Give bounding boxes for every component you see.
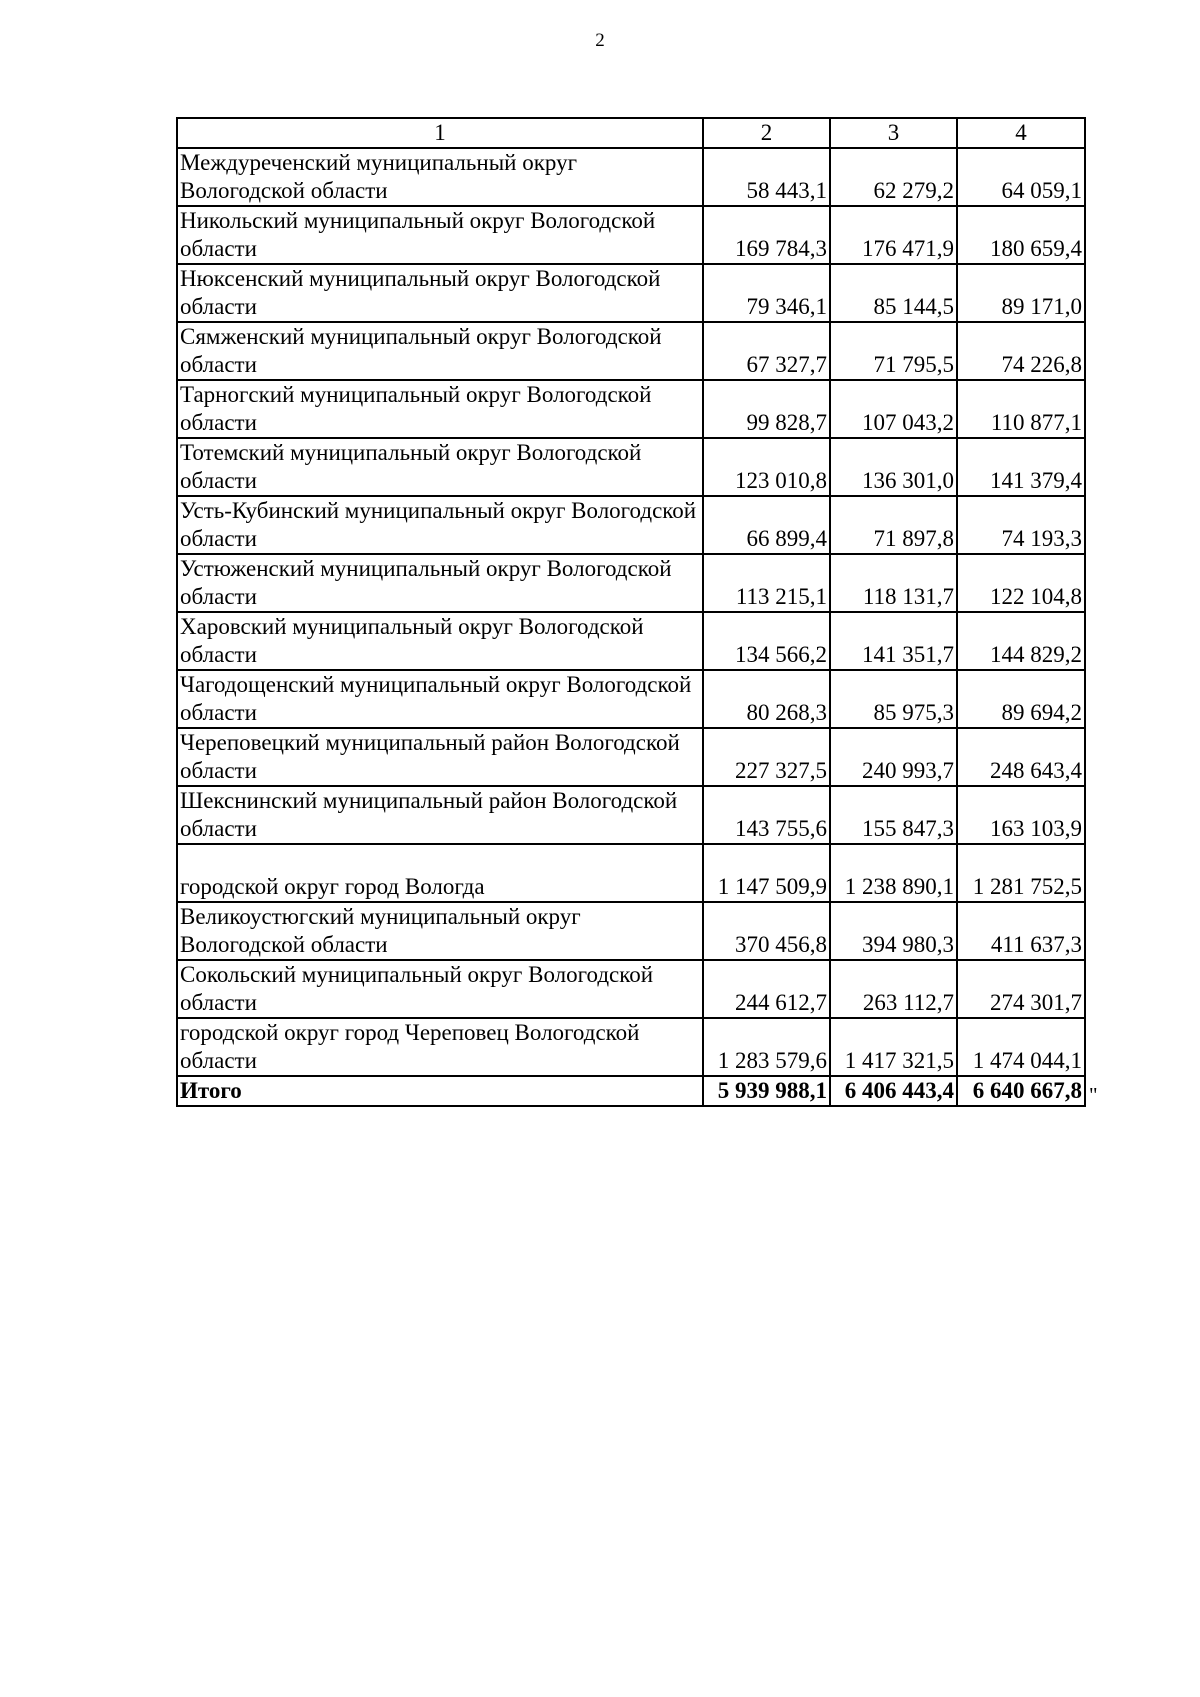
value-col-4: 1 474 044,1 (957, 1018, 1085, 1076)
municipality-name: Чагодощенский муниципальный округ Вологодской области (177, 670, 703, 728)
municipality-name: Никольский муниципальный округ Вологодской области (177, 206, 703, 264)
value-col-2: 79 346,1 (703, 264, 830, 322)
municipality-name: Междуреченский муниципальный округ Вологодской области (177, 148, 703, 206)
value-col-2: 113 215,1 (703, 554, 830, 612)
total-label: Итого (177, 1076, 703, 1106)
value-col-2: 1 147 509,9 (703, 844, 830, 902)
value-col-3: 1 238 890,1 (830, 844, 957, 902)
municipality-name: городской округ город Вологда (177, 844, 703, 902)
municipality-name: Нюксенский муниципальный округ Вологодской области (177, 264, 703, 322)
municipality-name: Усть-Кубинский муниципальный округ Вологодской области (177, 496, 703, 554)
closing-quote-mark: " (1089, 1083, 1098, 1107)
value-col-4: 74 226,8 (957, 322, 1085, 380)
value-col-3: 240 993,7 (830, 728, 957, 786)
value-col-4: 89 171,0 (957, 264, 1085, 322)
table-row (177, 960, 1085, 1018)
municipality-name: Тарногский муниципальный округ Вологодской области (177, 380, 703, 438)
value-col-3: 85 144,5 (830, 264, 957, 322)
value-col-2: 244 612,7 (703, 960, 830, 1018)
municipality-name: Харовский муниципальный округ Вологодской области (177, 612, 703, 670)
value-col-3: 176 471,9 (830, 206, 957, 264)
value-col-4: 110 877,1 (957, 380, 1085, 438)
municipality-name: городской округ город Череповец Вологодской области (177, 1018, 703, 1076)
value-col-3: 118 131,7 (830, 554, 957, 612)
value-col-4: 248 643,4 (957, 728, 1085, 786)
value-col-2: 80 268,3 (703, 670, 830, 728)
value-col-4: 274 301,7 (957, 960, 1085, 1018)
table-row (177, 554, 1085, 612)
value-col-4: 141 379,4 (957, 438, 1085, 496)
value-col-2: 99 828,7 (703, 380, 830, 438)
table-row (177, 322, 1085, 380)
value-col-3: 62 279,2 (830, 148, 957, 206)
value-col-2: 370 456,8 (703, 902, 830, 960)
table-row (177, 728, 1085, 786)
value-col-4: 144 829,2 (957, 612, 1085, 670)
data-table (176, 117, 1086, 1107)
table-row (177, 786, 1085, 844)
header-cell: 2 (703, 118, 830, 148)
value-col-2: 169 784,3 (703, 206, 830, 264)
header-row (177, 118, 1085, 148)
value-col-4: 180 659,4 (957, 206, 1085, 264)
value-col-3: 107 043,2 (830, 380, 957, 438)
value-col-3: 141 351,7 (830, 612, 957, 670)
value-col-3: 1 417 321,5 (830, 1018, 957, 1076)
total-col-3: 6 406 443,4 (830, 1076, 957, 1106)
value-col-4: 74 193,3 (957, 496, 1085, 554)
value-col-2: 143 755,6 (703, 786, 830, 844)
value-col-3: 136 301,0 (830, 438, 957, 496)
value-col-3: 394 980,3 (830, 902, 957, 960)
value-col-2: 134 566,2 (703, 612, 830, 670)
total-col-4: 6 640 667,8 (957, 1076, 1085, 1106)
value-col-4: 1 281 752,5 (957, 844, 1085, 902)
table-row (177, 612, 1085, 670)
value-col-4: 64 059,1 (957, 148, 1085, 206)
total-col-2: 5 939 988,1 (703, 1076, 830, 1106)
value-col-4: 411 637,3 (957, 902, 1085, 960)
value-col-2: 58 443,1 (703, 148, 830, 206)
header-cell: 1 (177, 118, 703, 148)
value-col-2: 227 327,5 (703, 728, 830, 786)
table-row (177, 1018, 1085, 1076)
value-col-3: 155 847,3 (830, 786, 957, 844)
municipality-name: Тотемский муниципальный округ Вологодской области (177, 438, 703, 496)
municipality-name: Устюженский муниципальный округ Вологодской области (177, 554, 703, 612)
table-row (177, 206, 1085, 264)
table-row (177, 670, 1085, 728)
table-container (176, 117, 1086, 1107)
table-row (177, 496, 1085, 554)
municipality-name: Сокольский муниципальный округ Вологодской области (177, 960, 703, 1018)
header-cell: 3 (830, 118, 957, 148)
table-row (177, 148, 1085, 206)
value-col-3: 85 975,3 (830, 670, 957, 728)
value-col-4: 122 104,8 (957, 554, 1085, 612)
table-row (177, 438, 1085, 496)
municipality-name: Сямженский муниципальный округ Вологодской области (177, 322, 703, 380)
table-row (177, 902, 1085, 960)
table-row (177, 844, 1085, 902)
value-col-2: 1 283 579,6 (703, 1018, 830, 1076)
value-col-2: 67 327,7 (703, 322, 830, 380)
municipality-name: Великоустюгский муниципальный округ Вологодской области (177, 902, 703, 960)
value-col-2: 66 899,4 (703, 496, 830, 554)
table-row (177, 380, 1085, 438)
municipality-name: Шекснинский муниципальный район Вологодской области (177, 786, 703, 844)
value-col-3: 71 897,8 (830, 496, 957, 554)
header-cell: 4 (957, 118, 1085, 148)
table-row (177, 264, 1085, 322)
total-row (177, 1076, 1085, 1106)
page-number: 2 (595, 30, 605, 51)
municipality-name: Череповецкий муниципальный район Вологодской области (177, 728, 703, 786)
value-col-4: 163 103,9 (957, 786, 1085, 844)
value-col-4: 89 694,2 (957, 670, 1085, 728)
value-col-3: 263 112,7 (830, 960, 957, 1018)
value-col-3: 71 795,5 (830, 322, 957, 380)
value-col-2: 123 010,8 (703, 438, 830, 496)
